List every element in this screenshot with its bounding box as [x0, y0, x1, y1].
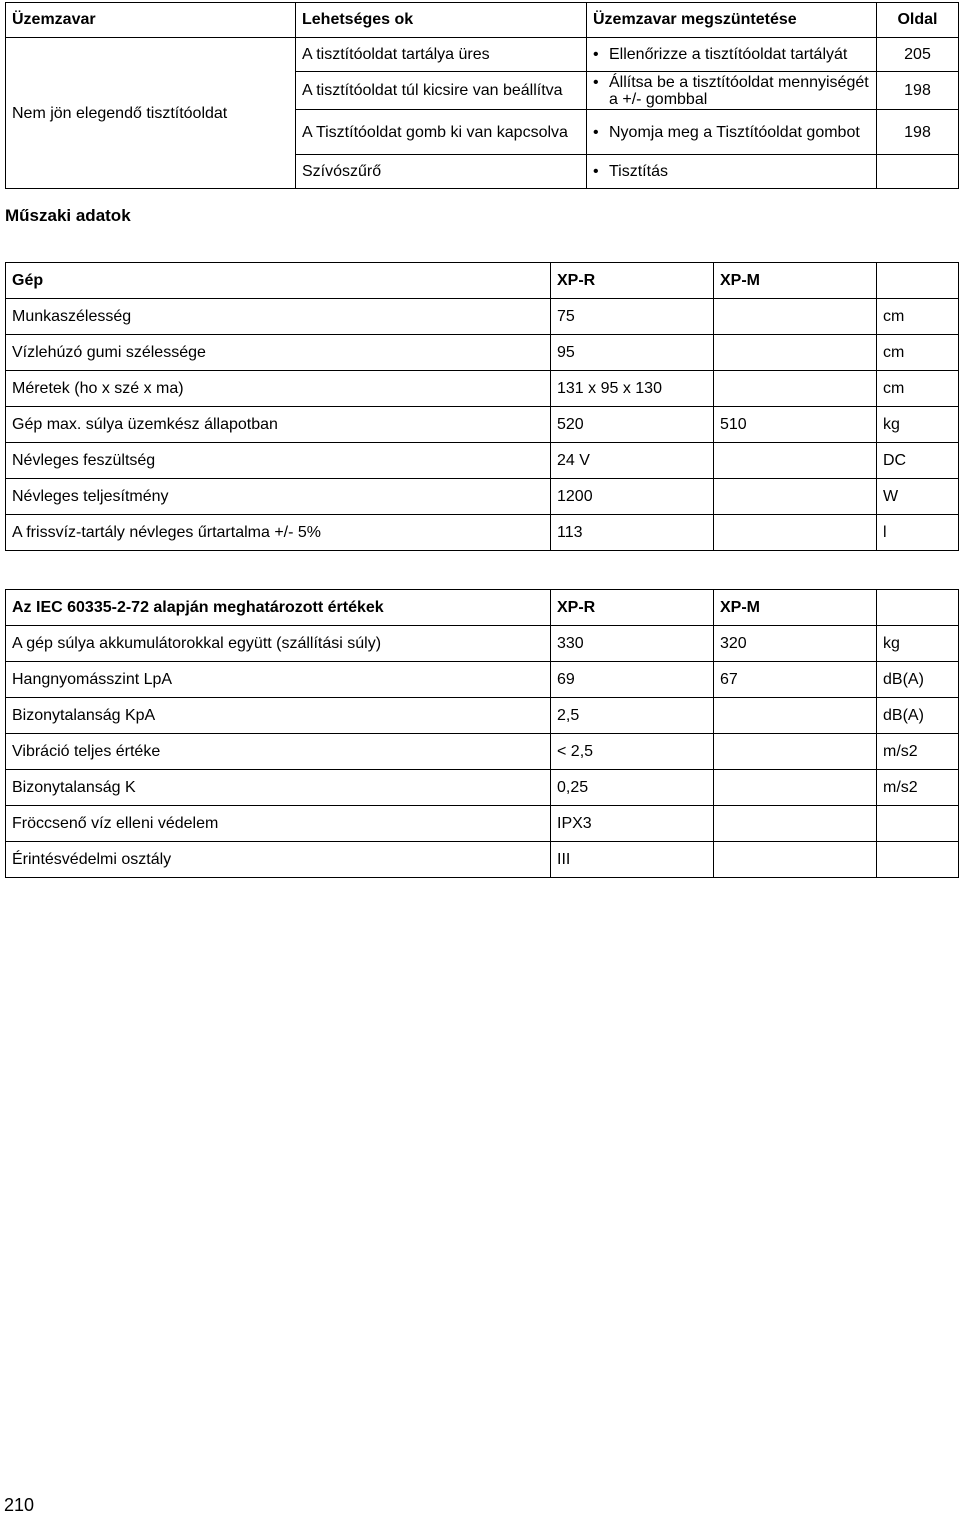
remedy-text: Állítsa be a tisztítóoldat mennyiségét a +/- gombbal	[609, 73, 869, 108]
row-value-xp-m	[714, 443, 877, 479]
remedy-text: Ellenőrizze a tisztítóoldat tartályát	[609, 46, 848, 63]
row-value-xp-m: 320	[714, 626, 877, 662]
row-value-xp-r: 520	[551, 407, 714, 443]
table-row	[6, 335, 959, 371]
fault-cell: Nem jön elegendő tisztítóoldat	[6, 38, 296, 189]
table-row	[6, 407, 959, 443]
page-cell: 205	[877, 38, 959, 72]
row-value-xp-r: 0,25	[551, 770, 714, 806]
row-unit: DC	[877, 443, 959, 479]
row-value-xp-m	[714, 371, 877, 407]
cause-cell: A tisztítóoldat túl kicsire van beállítva	[296, 72, 587, 110]
remedy-text: Tisztítás	[609, 163, 668, 180]
row-unit: kg	[877, 626, 959, 662]
iec-values-table	[5, 589, 959, 878]
row-label: Névleges teljesítmény	[6, 479, 551, 515]
row-unit: cm	[877, 371, 959, 407]
row-value-xp-m: 67	[714, 662, 877, 698]
header-unit	[877, 590, 959, 626]
technical-data-table	[5, 262, 959, 551]
header-label: Gép	[6, 263, 551, 299]
row-value-xp-r: III	[551, 842, 714, 878]
table-row	[6, 662, 959, 698]
remedy-text: Nyomja meg a Tisztítóoldat gombot	[609, 123, 860, 141]
row-value-xp-m	[714, 335, 877, 371]
header-xp-r: XP-R	[551, 263, 714, 299]
header-fault: Üzemzavar	[6, 3, 296, 38]
troubleshooting-header-row	[6, 3, 959, 38]
row-value-xp-m	[714, 770, 877, 806]
tech-header-row	[6, 263, 959, 299]
row-unit: cm	[877, 299, 959, 335]
row-unit: cm	[877, 335, 959, 371]
header-unit	[877, 263, 959, 299]
cause-cell: A tisztítóoldat tartálya üres	[296, 38, 587, 72]
row-value-xp-r: 131 x 95 x 130	[551, 371, 714, 407]
row-value-xp-m	[714, 842, 877, 878]
remedy-cell	[587, 72, 877, 110]
row-label: Vibráció teljes értéke	[6, 734, 551, 770]
bullet-icon: •	[593, 73, 599, 91]
remedy-cell	[587, 110, 877, 155]
troubleshooting-table	[5, 2, 959, 189]
header-remedy: Üzemzavar megszüntetése	[587, 3, 877, 38]
row-label: Névleges feszültség	[6, 443, 551, 479]
row-unit: l	[877, 515, 959, 551]
table-row	[6, 371, 959, 407]
page-cell	[877, 155, 959, 189]
row-value-xp-r: 24 V	[551, 443, 714, 479]
header-xp-m: XP-M	[714, 263, 877, 299]
row-label: A frissvíz-tartály névleges űrtartalma +/- 5%	[6, 515, 551, 551]
table-row	[6, 806, 959, 842]
row-value-xp-r: 2,5	[551, 698, 714, 734]
table-row	[6, 626, 959, 662]
header-cause: Lehetséges ok	[296, 3, 587, 38]
row-label: A gép súlya akkumulátorokkal együtt (szállítási súly)	[6, 626, 551, 662]
row-unit: W	[877, 479, 959, 515]
cause-cell: A Tisztítóoldat gomb ki van kapcsolva	[296, 110, 587, 155]
remedy-cell	[587, 38, 877, 72]
row-label: Bizonytalanság KpA	[6, 698, 551, 734]
table-row	[6, 515, 959, 551]
row-unit: m/s2	[877, 770, 959, 806]
table-row	[6, 38, 959, 72]
row-label: Érintésvédelmi osztály	[6, 842, 551, 878]
page-cell: 198	[877, 110, 959, 155]
row-value-xp-m	[714, 299, 877, 335]
row-unit: dB(A)	[877, 662, 959, 698]
header-label: Az IEC 60335-2-72 alapján meghatározott értékek	[6, 590, 551, 626]
row-label: Vízlehúzó gumi szélessége	[6, 335, 551, 371]
row-unit: m/s2	[877, 734, 959, 770]
bullet-icon: •	[593, 163, 599, 180]
section-title: Műszaki adatok	[5, 206, 131, 225]
row-unit	[877, 842, 959, 878]
row-value-xp-r: 330	[551, 626, 714, 662]
table-row	[6, 734, 959, 770]
page-cell: 198	[877, 72, 959, 110]
row-unit	[877, 806, 959, 842]
row-value-xp-r: 75	[551, 299, 714, 335]
row-value-xp-r: 1200	[551, 479, 714, 515]
row-value-xp-r: 69	[551, 662, 714, 698]
bullet-icon: •	[593, 123, 599, 141]
header-xp-r: XP-R	[551, 590, 714, 626]
row-value-xp-r: 95	[551, 335, 714, 371]
header-xp-m: XP-M	[714, 590, 877, 626]
table-row	[6, 479, 959, 515]
page-number: 210	[4, 1495, 35, 1515]
row-label: Bizonytalanság K	[6, 770, 551, 806]
row-value-xp-m	[714, 806, 877, 842]
row-value-xp-m	[714, 698, 877, 734]
row-value-xp-r: < 2,5	[551, 734, 714, 770]
remedy-cell	[587, 155, 877, 189]
row-label: Gép max. súlya üzemkész állapotban	[6, 407, 551, 443]
row-value-xp-m: 510	[714, 407, 877, 443]
cause-cell: Szívószűrő	[296, 155, 587, 189]
bullet-icon: •	[593, 46, 599, 63]
row-value-xp-m	[714, 515, 877, 551]
row-value-xp-m	[714, 479, 877, 515]
row-unit: dB(A)	[877, 698, 959, 734]
row-value-xp-m	[714, 734, 877, 770]
table-row	[6, 842, 959, 878]
row-label: Fröccsenő víz elleni védelem	[6, 806, 551, 842]
row-label: Munkaszélesség	[6, 299, 551, 335]
row-value-xp-r: 113	[551, 515, 714, 551]
table-row	[6, 770, 959, 806]
row-unit: kg	[877, 407, 959, 443]
header-page: Oldal	[877, 3, 959, 38]
iec-header-row	[6, 590, 959, 626]
row-value-xp-r: IPX3	[551, 806, 714, 842]
row-label: Méretek (ho x szé x ma)	[6, 371, 551, 407]
table-row	[6, 299, 959, 335]
row-label: Hangnyomásszint LpA	[6, 662, 551, 698]
table-row	[6, 698, 959, 734]
table-row	[6, 443, 959, 479]
